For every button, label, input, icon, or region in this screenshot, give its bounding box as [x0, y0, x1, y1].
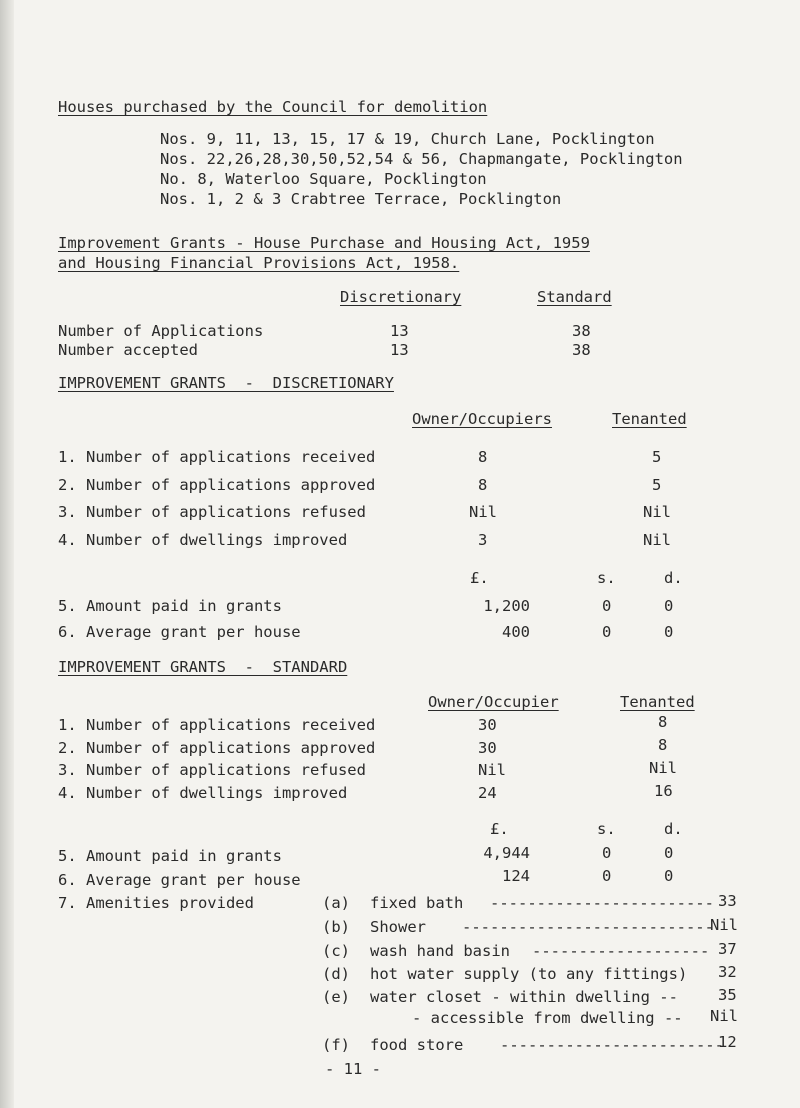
money-row-pence: 0: [664, 844, 674, 862]
table-row-tenanted: 8: [658, 736, 668, 754]
table-row-label: 2. Number of applications approved: [58, 476, 376, 494]
money-row-shillings: 0: [602, 597, 612, 615]
amenity-text: Shower: [370, 918, 426, 936]
summary-row-label: Number accepted: [58, 341, 198, 359]
demolition-line: No. 8, Waterloo Square, Pocklington: [160, 170, 487, 188]
table-row-owner: Nil: [478, 761, 506, 779]
money-header-shillings: s.: [597, 820, 616, 838]
money-row-label: 5. Amount paid in grants: [58, 847, 282, 865]
table-row-tenanted: Nil: [643, 531, 671, 549]
page-heading: Houses purchased by the Council for demolition: [58, 98, 488, 116]
improvement-title: and Housing Financial Provisions Act, 1958.: [58, 254, 460, 272]
table-row-tenanted: Nil: [643, 503, 671, 521]
amenity-value: Nil: [710, 1007, 738, 1025]
summary-row-std: 38: [572, 341, 591, 359]
amenity-key: (e): [322, 988, 350, 1006]
amenity-value: 33: [718, 892, 737, 910]
demolition-line: Nos. 9, 11, 13, 15, 17 & 19, Church Lane, Pocklington: [160, 130, 655, 148]
amenity-dashes: ------------------------: [490, 894, 714, 912]
amenity-key: (a): [322, 894, 350, 912]
table-row-tenanted: 8: [658, 713, 668, 731]
amenity-key: (b): [322, 918, 350, 936]
discretionary-heading: IMPROVEMENT GRANTS - DISCRETIONARY: [58, 374, 394, 392]
table-row-owner: 30: [478, 716, 497, 734]
amenity-key: (f): [322, 1036, 350, 1054]
money-row-shillings: 0: [602, 867, 612, 885]
amenity-text: water closet - within dwelling --: [370, 988, 678, 1006]
col-owner: Owner/Occupiers: [412, 410, 552, 428]
amenity-value: 32: [718, 963, 737, 981]
table-row-label: 3. Number of applications refused: [58, 761, 366, 779]
amenity-value: Nil: [710, 916, 738, 934]
summary-row-label: Number of Applications: [58, 322, 264, 340]
table-row-owner: 24: [478, 784, 497, 802]
money-header-pounds: £.: [470, 569, 489, 587]
table-row-owner: 8: [478, 448, 488, 466]
amenity-text: food store: [370, 1036, 464, 1054]
col-owner: Owner/Occupier: [428, 693, 559, 711]
table-row-tenanted: 5: [652, 476, 662, 494]
table-row-owner: 8: [478, 476, 488, 494]
demolition-line: Nos. 22,26,28,30,50,52,54 & 56, Chapmangate, Pocklington: [160, 150, 683, 168]
col-standard: Standard: [537, 288, 612, 306]
amenity-key: (d): [322, 965, 350, 983]
amenity-text: hot water supply (to any fittings): [370, 965, 688, 983]
amenity-text: - accessible from dwelling --: [412, 1009, 683, 1027]
col-discretionary: Discretionary: [340, 288, 462, 306]
table-row-label: 1. Number of applications received: [58, 716, 376, 734]
money-row-label: 6. Average grant per house: [58, 623, 301, 641]
table-row-tenanted: 5: [652, 448, 662, 466]
money-row-shillings: 0: [602, 623, 612, 641]
amenity-value: 35: [718, 986, 737, 1004]
standard-heading: IMPROVEMENT GRANTS - STANDARD: [58, 658, 348, 676]
amenities-label: 7. Amenities provided: [58, 894, 254, 912]
table-row-owner: 3: [478, 531, 488, 549]
money-row-label: 6. Average grant per house: [58, 871, 301, 889]
money-row-pounds: 4,944: [483, 844, 530, 862]
summary-row-disc: 13: [390, 341, 409, 359]
table-row-label: 3. Number of applications refused: [58, 503, 366, 521]
money-row-pence: 0: [664, 623, 674, 641]
table-row-label: 4. Number of dwellings improved: [58, 531, 348, 549]
summary-row-disc: 13: [390, 322, 409, 340]
money-row-pounds: 1,200: [483, 597, 530, 615]
money-header-pence: d.: [664, 820, 683, 838]
table-row-label: 4. Number of dwellings improved: [58, 784, 348, 802]
summary-row-std: 38: [572, 322, 591, 340]
amenity-dashes: ---------------------------: [462, 918, 714, 936]
money-row-pence: 0: [664, 867, 674, 885]
col-tenanted: Tenanted: [620, 693, 695, 711]
money-row-pounds: 124: [502, 867, 530, 885]
table-row-owner: Nil: [469, 503, 497, 521]
table-row-tenanted: Nil: [649, 759, 677, 777]
scan-edge: [0, 0, 14, 1108]
amenity-dashes: -------------------: [532, 942, 710, 960]
money-header-shillings: s.: [597, 569, 616, 587]
amenity-key: (c): [322, 942, 350, 960]
improvement-title: Improvement Grants - House Purchase and Housing Act, 1959: [58, 234, 590, 252]
table-row-label: 1. Number of applications received: [58, 448, 376, 466]
money-header-pence: d.: [664, 569, 683, 587]
col-tenanted: Tenanted: [612, 410, 687, 428]
table-row-owner: 30: [478, 739, 497, 757]
money-row-label: 5. Amount paid in grants: [58, 597, 282, 615]
money-row-pounds: 400: [502, 623, 530, 641]
amenity-value: 12: [718, 1033, 737, 1051]
table-row-tenanted: 16: [654, 782, 673, 800]
money-header-pounds: £.: [490, 820, 509, 838]
page-number: - 11 -: [325, 1060, 381, 1078]
amenity-text: wash hand basin: [370, 942, 510, 960]
demolition-line: Nos. 1, 2 & 3 Crabtree Terrace, Pocklington: [160, 190, 562, 208]
amenity-text: fixed bath: [370, 894, 464, 912]
money-row-shillings: 0: [602, 844, 612, 862]
amenity-dashes: ------------------------: [500, 1036, 724, 1054]
money-row-pence: 0: [664, 597, 674, 615]
table-row-label: 2. Number of applications approved: [58, 739, 376, 757]
amenity-value: 37: [718, 940, 737, 958]
